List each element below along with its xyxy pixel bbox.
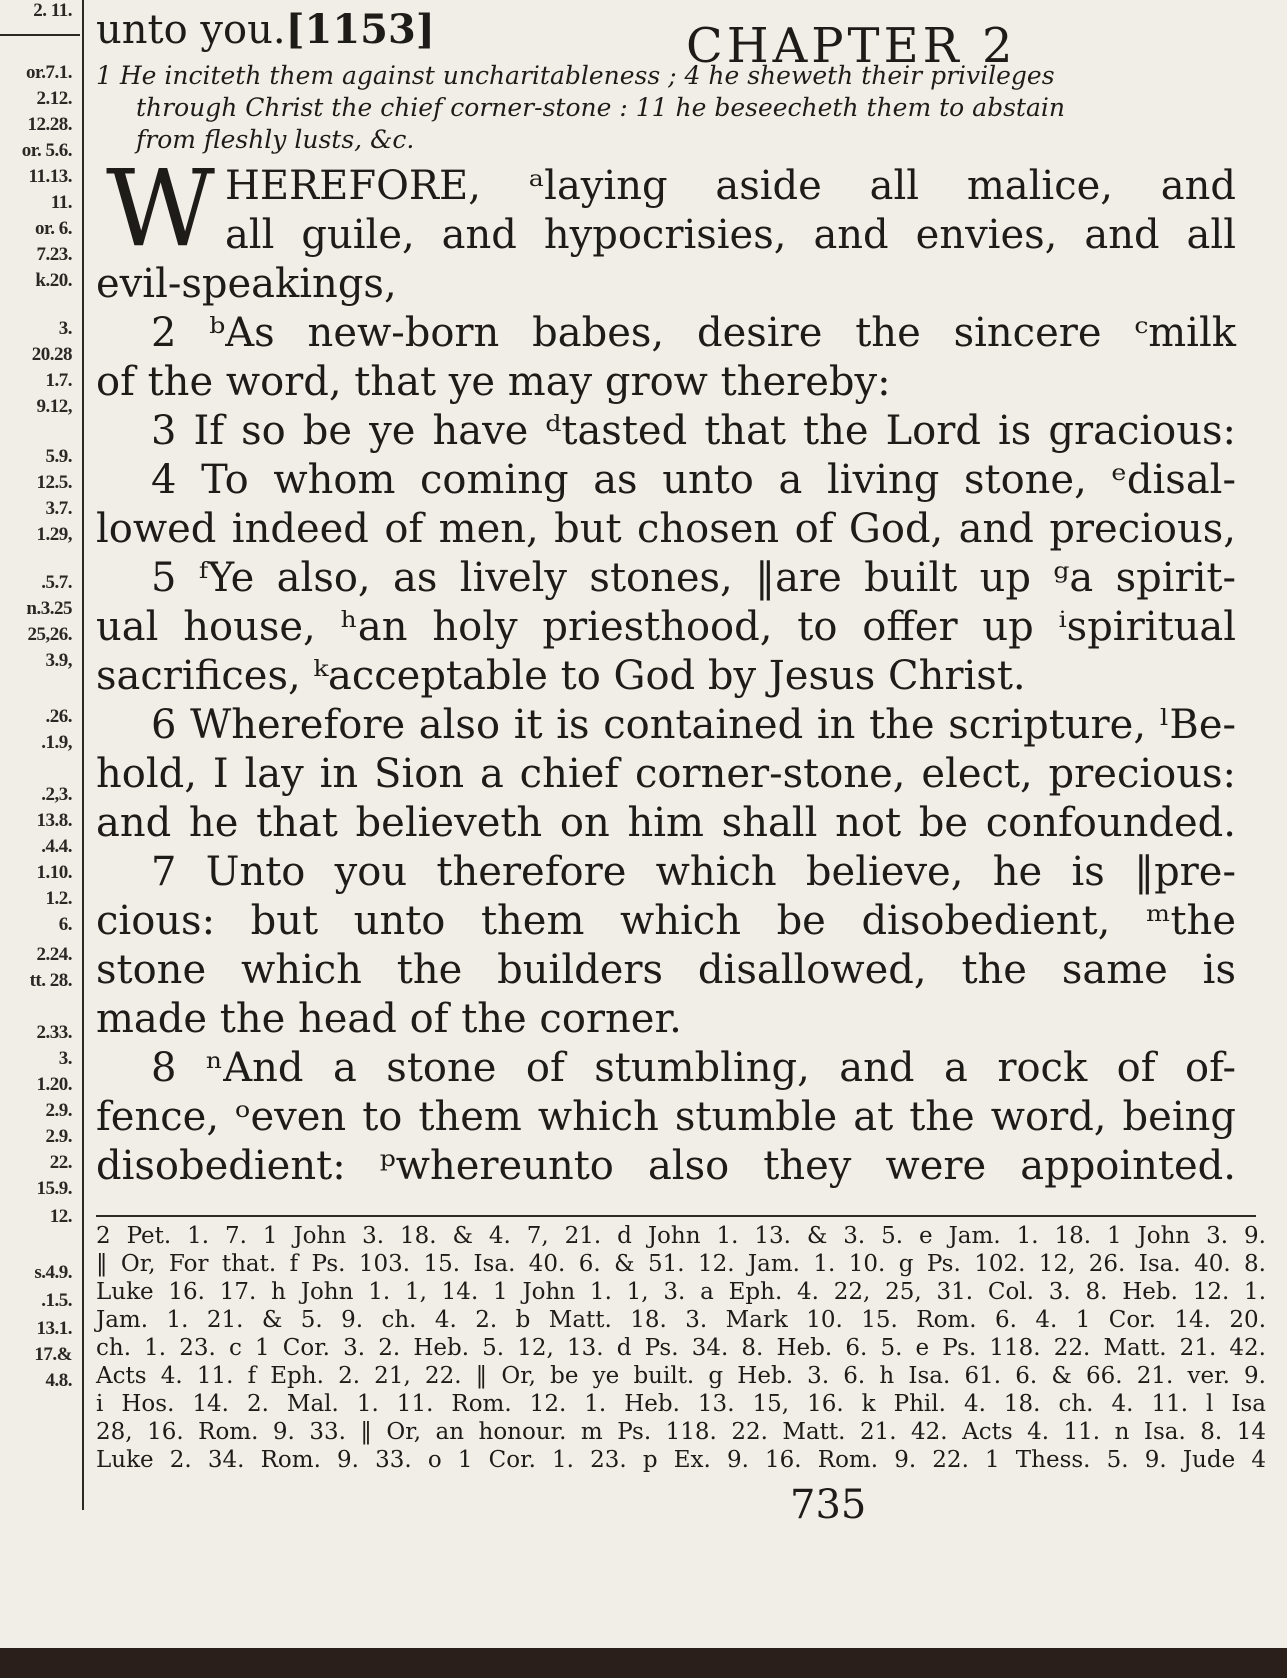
verse-line: of the word, that ye may grow thereby: [96,359,891,405]
margin-reference: 3.7. [45,498,72,519]
chapter-heading: CHAPTER 2 [686,18,1017,74]
margin-reference: 1.29, [36,524,72,545]
verse-line: disobedient: ᵖwhereunto also they were appointed. [96,1143,1236,1189]
footnote-line: Acts 4. 11. f Eph. 2. 21, 22. ‖ Or, be ye built. g Heb. 3. 6. h Isa. 61. 6. & 66. 21. ver. 9. [96,1363,1266,1389]
footnote-line: 2 Pet. 1. 7. 1 John 3. 18. & 4. 7, 21. d John 1. 13. & 3. 5. e Jam. 1. 18. 1 John 3. 9. [96,1223,1266,1249]
verse-line: 6 Wherefore also it is contained in the scripture, ˡBe- [151,702,1236,748]
footnote-line: ‖ Or, For that. f Ps. 103. 15. Isa. 40. 6. & 51. 12. Jam. 1. 10. g Ps. 102. 12, 26. Isa. 40. 8. [96,1251,1266,1277]
footnotes [96,1222,1266,1474]
margin-reference: 2.24. [36,944,72,965]
verse-line: 3 If so be ye have ᵈtasted that the Lord is gracious: [151,408,1236,454]
margin-reference: 20.28 [31,344,72,365]
margin-reference: 1.10. [36,862,72,883]
margin-reference: 12.5. [36,472,72,493]
margin-reference: 6. [58,914,72,935]
margin-reference: .2,3. [41,784,72,805]
margin-reference: 1.7. [45,370,72,391]
margin-reference: .26. [45,706,72,727]
margin-reference: 7.23. [36,244,72,265]
margin-reference: 11.13. [28,166,72,187]
verse-line: made the head of the corner. [96,996,682,1042]
margin-reference: .5.7. [41,572,72,593]
header-ref: [1153] [285,6,435,53]
margin-reference: 5.9. [45,446,72,467]
verse-line: evil-speakings, [96,261,397,307]
verse-line: all guile, and hypocrisies, and envies, and all [224,212,1236,258]
summary-line: from fleshly lusts, &c. [136,125,415,154]
margin-reference: 3. [58,1048,72,1069]
margin-reference: 2. 11. [33,0,72,21]
footnote-rule [96,1215,1256,1217]
margin-reference: 22. [49,1152,72,1173]
footnote-line: 28, 16. Rom. 9. 33. ‖ Or, an honour. m Ps. 118. 22. Matt. 21. 42. Acts 4. 11. n Isa. 8. 14 [96,1419,1266,1445]
margin-reference: or.7.1. [26,62,72,83]
margin-reference: 1.2. [45,888,72,909]
footnote-line: Luke 16. 17. h John 1. 1, 14. 1 John 1. 1, 3. a Eph. 4. 22, 25, 31. Col. 3. 8. Heb. 12. 1. [96,1279,1266,1305]
margin-reference: 13.8. [36,810,72,831]
verse-line: fence, ᵒeven to them which stumble at the word, being [96,1094,1236,1140]
margin-reference: 2.12. [36,88,72,109]
margin-reference: 2.33. [36,1022,72,1043]
header-text: unto you. [96,7,286,53]
margin-reference: n.3.25 [26,598,72,619]
footnote-line: Jam. 1. 21. & 5. 9. ch. 4. 2. b Matt. 18. 3. Mark 10. 15. Rom. 6. 4. 1 Cor. 14. 20. [96,1307,1266,1333]
verse-line: 2 ᵇAs new-born babes, desire the sincere ᶜmilk [151,310,1236,356]
verse-line: stone which the builders disallowed, the same is [96,947,1236,993]
margin-reference: 15.9. [36,1178,72,1199]
margin-reference: 2.9. [45,1126,72,1147]
margin-reference: or. 5.6. [21,140,72,161]
summary-line: 1 He inciteth them against uncharitableness ; 4 he sheweth their privileges [96,61,1055,90]
margin-reference: .1.9, [41,732,72,753]
footnote-line: i Hos. 14. 2. Mal. 1. 11. Rom. 12. 1. Heb. 13. 15, 16. k Phil. 4. 18. ch. 4. 11. l Isa [96,1391,1266,1417]
margin-reference: .4.4. [41,836,72,857]
margin-reference: 9.12, [36,396,72,417]
margin-reference: 3.9, [45,650,72,671]
margin-reference: 2.9. [45,1100,72,1121]
verse-line: cious: but unto them which be disobedient, ᵐthe [96,898,1236,944]
summary-line: through Christ the chief corner-stone : 11 he beseecheth them to abstain [136,93,1065,122]
verse-line: lowed indeed of men, but chosen of God, and precious, [96,506,1236,552]
margin-reference: or. 6. [35,218,72,239]
margin-reference: 13.1. [36,1318,72,1339]
drop-cap: W [106,147,215,270]
verse-line: 4 To whom coming as unto a living stone, ᵉdisal- [151,457,1236,503]
margin-reference: 12. [49,1206,72,1227]
margin-reference: 1.20. [36,1074,72,1095]
margin-divider [82,0,84,1510]
margin-reference: .1.5. [41,1290,72,1311]
margin-top-rule [0,34,80,36]
page-number: 735 [790,1482,867,1528]
footnote-line: ch. 1. 23. c 1 Cor. 3. 2. Heb. 5. 12, 13. d Ps. 34. 8. Heb. 6. 5. e Ps. 118. 22. Matt. 21. 42. [96,1335,1266,1361]
margin-references [0,0,80,1510]
book-binding-edge [0,1648,1287,1678]
footnote-line: Luke 2. 34. Rom. 9. 33. o 1 Cor. 1. 23. p Ex. 9. 16. Rom. 9. 22. 1 Thess. 5. 9. Jude 4 [96,1447,1266,1473]
margin-reference: k.20. [35,270,72,291]
verse-line: HEREFORE, ᵃlaying aside all malice, and [224,163,1236,209]
verse-line: hold, I lay in Sion a chief corner-stone, elect, precious: [96,751,1236,797]
margin-reference: 17.& [34,1344,72,1365]
page-header [96,6,435,53]
verse-line: ual house, ʰan holy priesthood, to offer up ⁱspiritual [96,604,1236,650]
margin-reference: 3. [58,318,72,339]
margin-reference: 11. [50,192,72,213]
verse-line: 7 Unto you therefore which believe, he is ‖pre- [151,849,1236,895]
margin-reference: 4.8. [45,1370,72,1391]
verse-line: 8 ⁿAnd a stone of stumbling, and a rock of of- [151,1045,1236,1091]
chapter-summary [96,60,1216,156]
margin-reference: 12.28. [27,114,72,135]
verse-line: sacrifices, ᵏacceptable to God by Jesus Christ. [96,653,1026,699]
verse-line: 5 ᶠYe also, as lively stones, ‖are built up ᵍa spirit- [151,555,1236,601]
margin-reference: s.4.9. [34,1262,72,1283]
margin-reference: tt. 28. [29,970,72,991]
margin-reference: 25,26. [27,624,72,645]
verse-line: and he that believeth on him shall not be confounded. [96,800,1236,846]
verse-text [96,147,1236,1191]
